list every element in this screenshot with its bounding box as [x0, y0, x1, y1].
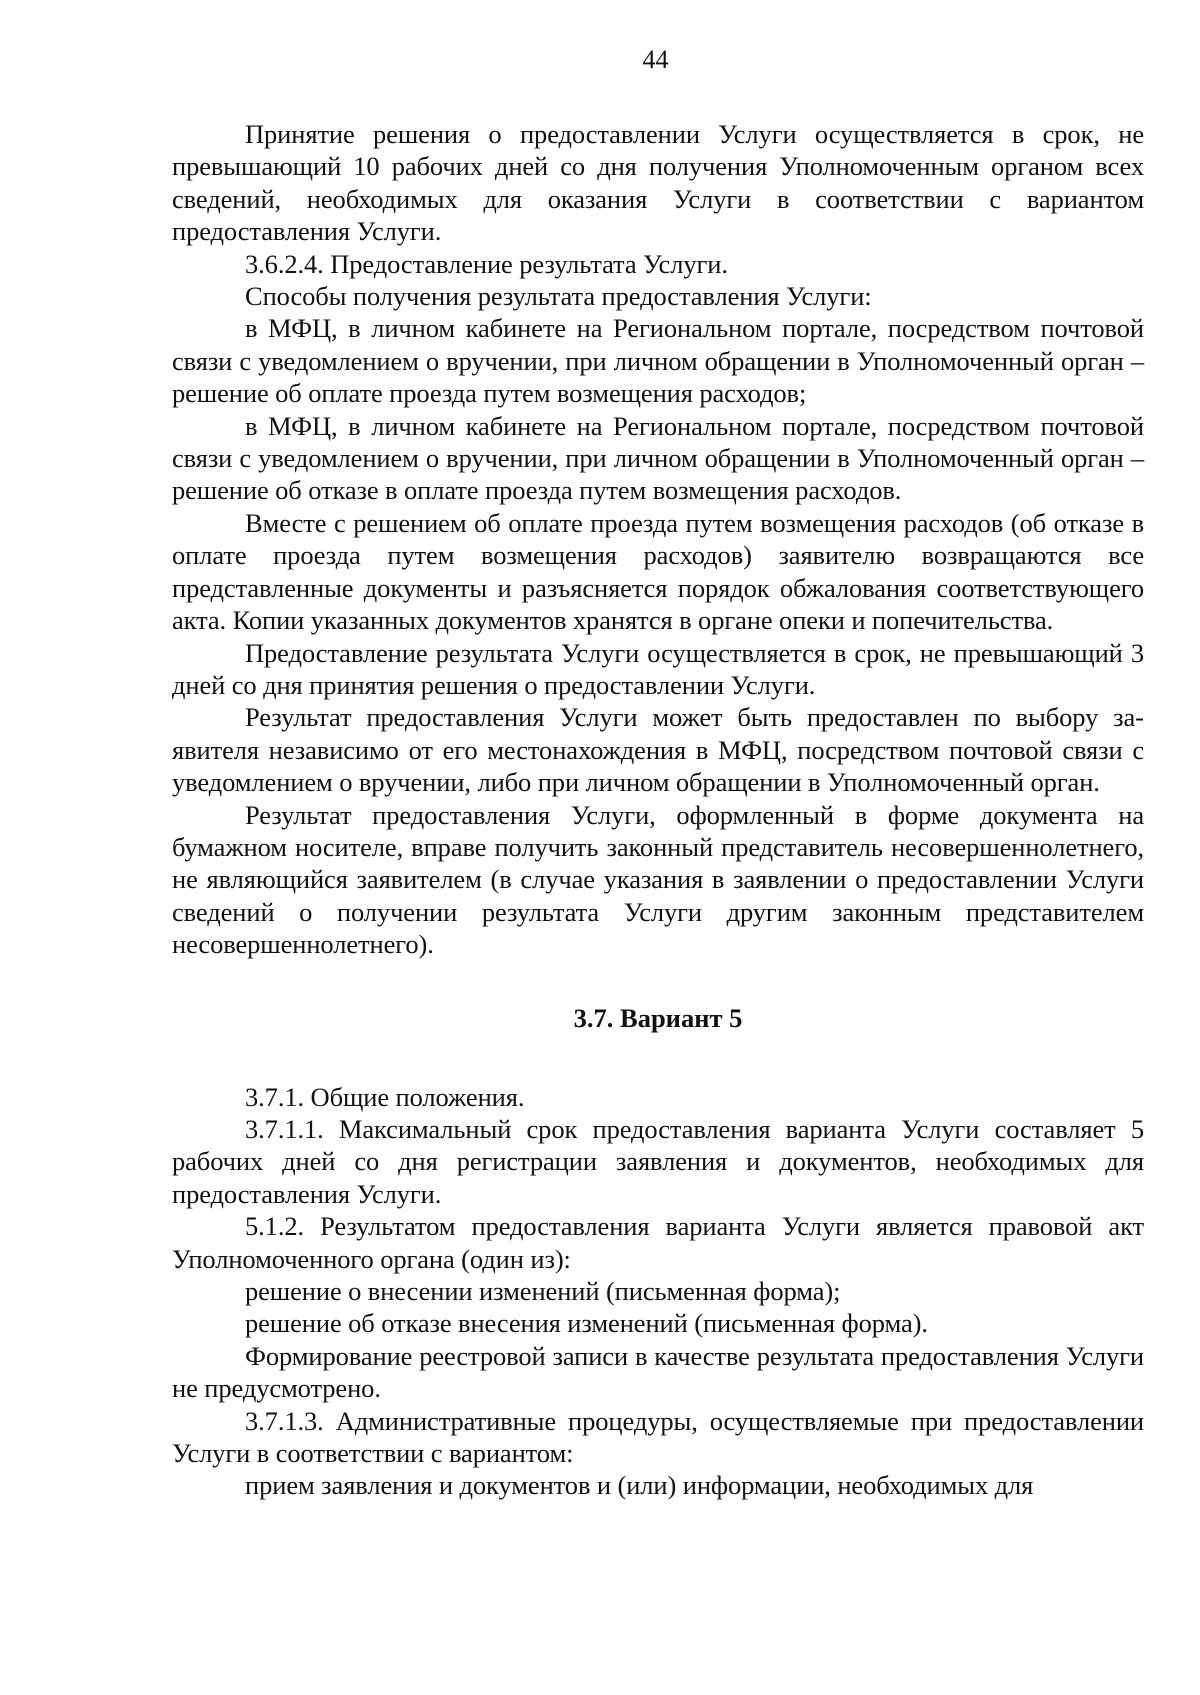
paragraph: Принятие решения о предоставлении Услуги осуществляется в срок, не превышающий 10 рабочих дней со дня получения Уполномоченным органом всех сведений, необходимых для оказания Услуги в соответствии с вариантом предоставления Услуги.	[172, 119, 1144, 247]
paragraph: решение об отказе внесения изменений (письменная форма).	[245, 1308, 928, 1339]
paragraph: Способы получения результата предоставления Услуги:	[245, 281, 872, 312]
section-heading: 3.7. Вариант 5	[573, 1002, 743, 1033]
paragraph: 3.6.2.4. Предоставление результата Услуги.	[245, 248, 728, 279]
paragraph: в МФЦ, в личном кабинете на Региональном портале, посредством почтовой связи с уведомлением о вручении, при личном обращении в Уполномоченный орган – решение об отказе в оплате проезда путем возмещения расходов.	[172, 410, 1144, 506]
paragraph: 5.1.2. Результатом предоставления варианта Услуги является правовой акт Уполномоченного органа (один из):	[172, 1211, 1144, 1274]
paragraph: Вместе с решением об оплате проезда путем возмещения расходов (об отказе в оплате проезда путем возмещения расходов) заявителю возвращаются все представленные документы и разъясняется порядок обжалования соответствующего акта. Копии указанных документов хранятся в органе опеки и попечительства.	[172, 507, 1144, 636]
paragraph: решение о внесении изменений (письменная форма);	[245, 1276, 841, 1306]
document-body	[172, 118, 1144, 1502]
paragraph: Результат предоставления Услуги может быть предоставлен по выбору заявителя независимо от его местонахождения в МФЦ, посредством почтовой связи с уведомлением о вручении, либо при личном обращении в Уполномоченный орган.	[172, 702, 1144, 798]
paragraph: Формирование реестровой записи в качестве результата предоставления Услуги не предусмотрено.	[172, 1340, 1144, 1404]
paragraph: Предоставление результата Услуги осуществляется в срок, не превышающий 3 дней со дня принятия решения о предоставлении Услуги.	[172, 637, 1144, 700]
page-number: 44	[642, 45, 669, 74]
paragraph: Результат предоставления Услуги, оформленный в форме документа на бумажном носителе, вправе получить законный представитель несовершеннолетнего, не являющийся заявителем (в случае указания в заявлении о предоставлении Услуги сведений о получении результата Услуги другим законным представителем несовершеннолетнего).	[172, 799, 1144, 960]
paragraph: 3.7.1.1. Максимальный срок предоставления варианта Услуги составляет 5 рабочих дней со дня регистрации заявления и документов, необходимых для предоставления Услуги.	[172, 1113, 1144, 1209]
paragraph: 3.7.1.3. Административные процедуры, осуществляемые при предоставлении Услуги в соответствии с вариантом:	[172, 1405, 1144, 1469]
spacer	[172, 1035, 1144, 1081]
paragraph: прием заявления и документов и (или) информации, необходимых для	[245, 1470, 1034, 1501]
spacer	[172, 961, 1144, 1001]
paragraph: в МФЦ, в личном кабинете на Региональном портале, посредством почтовой связи с уведомлением о вручении, при личном обращении в Уполномоченный орган – решение об оплате проезда путем возмещения расходов;	[172, 313, 1144, 409]
paragraph: 3.7.1. Общие положения.	[245, 1081, 525, 1112]
